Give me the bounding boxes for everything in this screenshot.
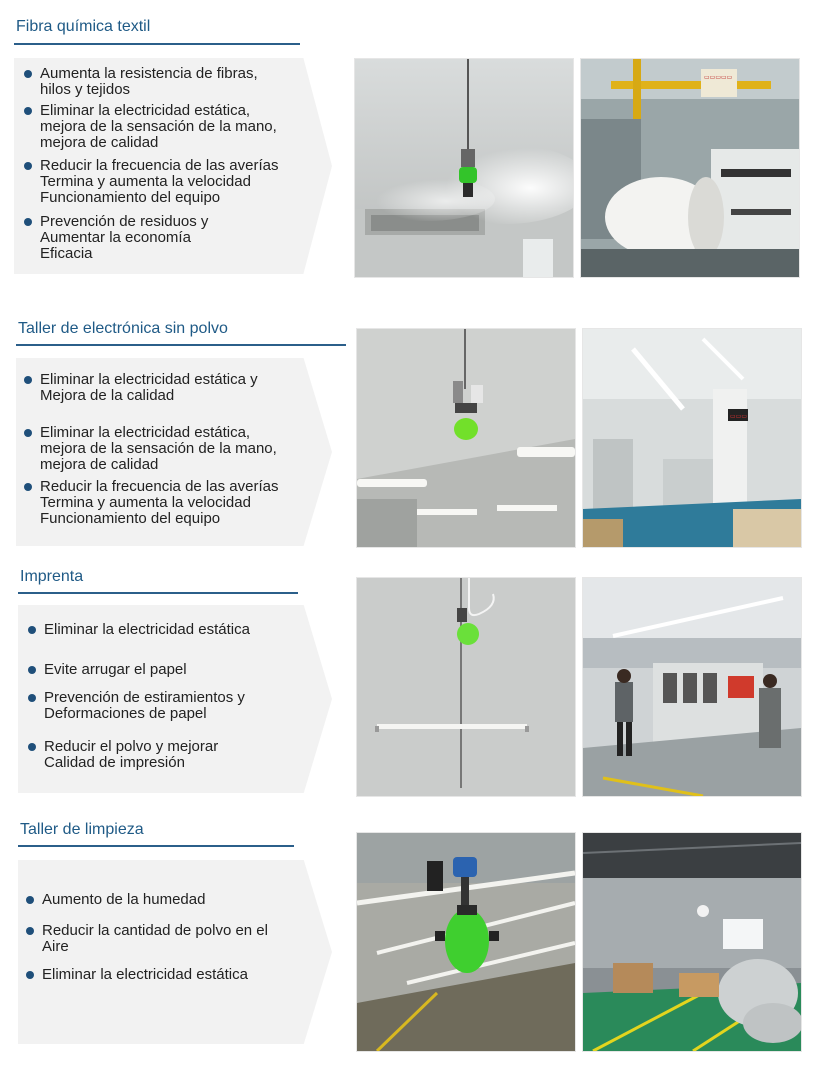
bullet-dot-icon xyxy=(28,626,36,634)
bullet-dot-icon xyxy=(28,694,36,702)
section-cleaning xyxy=(0,808,820,1070)
led-display-board: ▭▭▭ xyxy=(730,413,748,420)
humidifier-mist-photo xyxy=(354,58,574,278)
title-underline xyxy=(14,43,300,45)
cleaning-warehouse-image xyxy=(583,833,801,1051)
section-textile xyxy=(0,0,820,290)
list-item: Reducir el polvo y mejorar Calidad de impresión xyxy=(20,739,344,771)
printing-press-photo xyxy=(582,577,802,797)
list-item: Eliminar la electricidad estática y Mejora de la calidad xyxy=(16,372,340,404)
paper-roll-machine-image xyxy=(581,59,799,277)
list-item: Aumenta la resistencia de fibras, hilos y tejidos xyxy=(16,66,340,98)
list-item: Eliminar la electricidad estática xyxy=(20,622,344,638)
list-item: Aumento de la humedad xyxy=(18,892,342,908)
title-underline xyxy=(16,344,346,346)
bullet-dot-icon xyxy=(24,483,32,491)
paper-roll-machine-photo xyxy=(580,58,800,278)
list-item: Reducir la frecuencia de las averías Termina y aumenta la velocidad Funcionamiento del equipo xyxy=(16,158,340,206)
list-item: Evite arrugar el papel xyxy=(20,662,344,678)
title-underline xyxy=(18,592,298,594)
cleaning-humidifier-image xyxy=(357,833,575,1051)
section-title: Taller de electrónica sin polvo xyxy=(18,320,228,337)
bullet-dot-icon xyxy=(26,927,34,935)
section-printing xyxy=(0,555,820,800)
section-title: Fibra química textil xyxy=(16,18,151,35)
machine-warning-sign: ▭▭▭▭▭ xyxy=(704,74,733,81)
bullet-dot-icon xyxy=(24,107,32,115)
list-item: Reducir la cantidad de polvo en el Aire xyxy=(18,923,342,955)
bullet-dot-icon xyxy=(26,896,34,904)
printing-humidifier-image xyxy=(357,578,575,796)
bullet-dot-icon xyxy=(24,218,32,226)
bullet-dot-icon xyxy=(28,743,36,751)
list-item: Prevención de residuos y Aumentar la economía Eficacia xyxy=(16,214,340,262)
list-item: Eliminar la electricidad estática xyxy=(18,967,342,983)
list-item: Eliminar la electricidad estática, mejora de la sensación de la mano, mejora de calidad xyxy=(16,103,340,151)
list-item: Prevención de estiramientos y Deformaciones de papel xyxy=(20,690,344,722)
electronics-workshop-photo xyxy=(582,328,802,548)
humidifier-mist-image xyxy=(355,59,573,277)
cleanroom-humidifier-photo xyxy=(356,328,576,548)
bullet-dot-icon xyxy=(28,666,36,674)
printing-press-image xyxy=(583,578,801,796)
section-title: Taller de limpieza xyxy=(20,821,144,838)
list-item: Eliminar la electricidad estática, mejora de la sensación de la mano, mejora de calidad xyxy=(16,425,340,473)
printing-humidifier-photo xyxy=(356,577,576,797)
list-item: Reducir la frecuencia de las averías Termina y aumenta la velocidad Funcionamiento del equipo xyxy=(16,479,340,527)
bullet-dot-icon xyxy=(24,429,32,437)
bullet-dot-icon xyxy=(24,376,32,384)
cleanroom-humidifier-image xyxy=(357,329,575,547)
bullet-dot-icon xyxy=(26,971,34,979)
section-electronics xyxy=(0,300,820,550)
title-underline xyxy=(18,845,294,847)
section-title: Imprenta xyxy=(20,568,84,585)
electronics-workshop-image xyxy=(583,329,801,547)
bullet-dot-icon xyxy=(24,162,32,170)
cleaning-warehouse-photo xyxy=(582,832,802,1052)
cleaning-humidifier-photo xyxy=(356,832,576,1052)
bullet-dot-icon xyxy=(24,70,32,78)
